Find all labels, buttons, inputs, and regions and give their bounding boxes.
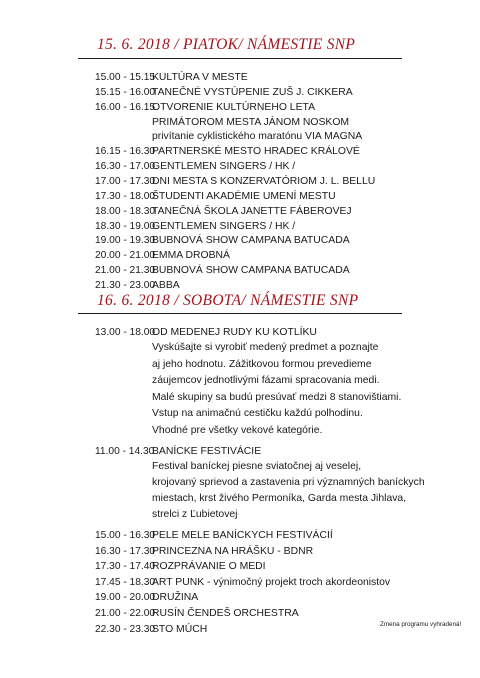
event-name: ROZPRÁVANIE O MEDI xyxy=(152,561,266,573)
event-name: RUSÍN ČENDEŠ ORCHESTRA xyxy=(152,608,299,619)
description-line: Festival baníckej piesne sviatočnej aj veselej, xyxy=(152,461,362,472)
event-name: GENTLEMEN SINGERS / HK / xyxy=(152,161,296,173)
schedule-row xyxy=(0,159,480,174)
schedule-row xyxy=(0,528,480,543)
event-time: 18.30 - 19.00 xyxy=(95,220,156,232)
day1-title: 15. 6. 2018 / PIATOK/ NÁMESTIE SNP xyxy=(97,36,356,53)
event-name: STO MÚCH xyxy=(152,623,208,635)
schedule-row xyxy=(0,233,480,248)
schedule-row xyxy=(0,189,480,204)
schedule-row xyxy=(0,248,480,263)
schedule-row xyxy=(0,575,480,590)
schedule-row xyxy=(0,129,480,144)
schedule-row xyxy=(0,204,480,219)
event-name: BANÍCKE FESTIVÁCIE xyxy=(152,446,262,457)
event-time: 21.00 - 22.00 xyxy=(95,608,156,619)
schedule-row xyxy=(0,444,480,459)
schedule-row xyxy=(0,144,480,159)
description-line: Vyskúšajte si vyrobiť medený predmet a poznajte xyxy=(152,342,379,353)
event-name: OTVORENIE KULTÚRNEHO LETA xyxy=(152,101,316,113)
schedule-row xyxy=(0,219,480,234)
event-time: 21.00 - 21.30 xyxy=(95,265,156,277)
program-change-note: Zmena programu vyhradená! xyxy=(380,621,462,628)
event-name: PELE MELE BANÍCKYCH FESTIVÁCIÍ xyxy=(152,530,333,541)
event-time: 19.00 - 19.30 xyxy=(95,235,156,247)
event-time: 18.00 - 18.30 xyxy=(95,205,156,217)
event-name: TANEČNÉ VYSTÚPENIE ZUŠ J. CIKKERA xyxy=(152,86,353,98)
description-line: Vhodné pre všetky vekové kategórie. xyxy=(152,424,323,436)
description-line: záujemcov jednotlivými fázami spracovania medi. xyxy=(152,375,380,386)
description-line: strelci z Ľubietovej xyxy=(152,509,238,520)
schedule-row xyxy=(0,606,480,621)
event-name: ŠTUDENTI AKADÉMIE UMENÍ MESTU xyxy=(152,190,336,202)
description-line: krojovaný sprievod a zastavenia pri významných baníckych xyxy=(152,477,425,488)
schedule-row xyxy=(0,325,480,340)
event-name: DRUŽINA xyxy=(152,592,199,604)
schedule-row xyxy=(0,174,480,189)
event-name: PARTNERSKÉ MESTO HRADEC KRÁLOVÉ xyxy=(152,146,360,158)
event-time: 17.45 - 18.30 xyxy=(95,576,156,588)
schedule-row xyxy=(0,115,480,130)
schedule-row xyxy=(0,85,480,100)
event-name: PRIMÁTOROM MESTA JÁNOM NOSKOM xyxy=(152,116,350,128)
event-time: 17.00 - 17.30 xyxy=(95,175,156,187)
event-time: 16.00 - 16.15 xyxy=(95,101,156,113)
event-time: 21.30 - 23.00 xyxy=(95,279,156,291)
event-name: BUBNOVÁ SHOW CAMPANA BATUCADA xyxy=(152,265,350,277)
schedule-row xyxy=(0,70,480,85)
schedule-row xyxy=(0,544,480,559)
event-time: 16.30 - 17.30 xyxy=(95,545,156,557)
event-time: 17.30 - 17.40 xyxy=(95,561,156,573)
day1-header xyxy=(0,36,480,60)
event-time: 22.30 - 23.30 xyxy=(95,623,156,635)
event-time: 11.00 - 14.30 xyxy=(95,446,155,457)
event-time: 15.00 - 16.30 xyxy=(95,530,156,541)
event-time: 16.15 - 16.30 xyxy=(95,146,156,158)
event-name: EMMA DROBNÁ xyxy=(152,250,230,262)
event-name: BUBNOVÁ SHOW CAMPANA BATUCADA xyxy=(152,235,350,247)
event-time: 19.00 - 20.00 xyxy=(95,592,156,604)
schedule-row xyxy=(0,590,480,605)
schedule-row xyxy=(0,278,480,293)
event-name: DNI MESTA S KONZERVATÓRIOM J. L. BELLU xyxy=(152,175,376,187)
day2-divider xyxy=(78,313,402,314)
schedule-row xyxy=(0,263,480,278)
description-line: Vstup na animačnú cestičku každú polhodinu. xyxy=(152,408,363,419)
event-name: GENTLEMEN SINGERS / HK / xyxy=(152,220,296,232)
event-time: 13.00 - 18.00 xyxy=(95,327,156,338)
event-name: TANEČNÁ ŠKOLA JANETTE FÁBEROVEJ xyxy=(152,205,352,217)
event-name: privítanie cyklistického maratónu VIA MAGNA xyxy=(152,131,363,143)
event-name: PRINCEZNA NA HRÁŠKU - BDNR xyxy=(152,545,314,557)
schedule-row xyxy=(0,100,480,115)
event-name: ART PUNK - výnimočný projekt troch akordeonistov xyxy=(152,576,391,588)
event-name: KULTÚRA V MESTE xyxy=(152,72,248,83)
day2-title: 16. 6. 2018 / SOBOTA/ NÁMESTIE SNP xyxy=(97,292,359,309)
event-time: 16.30 - 17.00 xyxy=(95,161,156,173)
event-name: ABBA xyxy=(152,279,180,291)
description-line: Malé skupiny sa budú presúvať medzi 8 stanovištiami. xyxy=(152,391,402,403)
event-time: 20.00 - 21.00 xyxy=(95,250,156,262)
event-time: 17.30 - 18.00 xyxy=(95,190,156,202)
event-name: OD MEDENEJ RUDY KU KOTLÍKU xyxy=(152,327,317,338)
day1-divider xyxy=(78,58,402,59)
event-time: 15.15 - 16.00 xyxy=(95,86,156,98)
event-time: 15.00 - 15.15 xyxy=(95,72,156,83)
description-line: miestach, krst živého Permoníka, Garda mesta Jihlava, xyxy=(152,493,407,504)
description-line: aj jeho hodnotu. Zážitkovou formou prevedieme xyxy=(152,358,372,370)
schedule-row xyxy=(0,559,480,574)
